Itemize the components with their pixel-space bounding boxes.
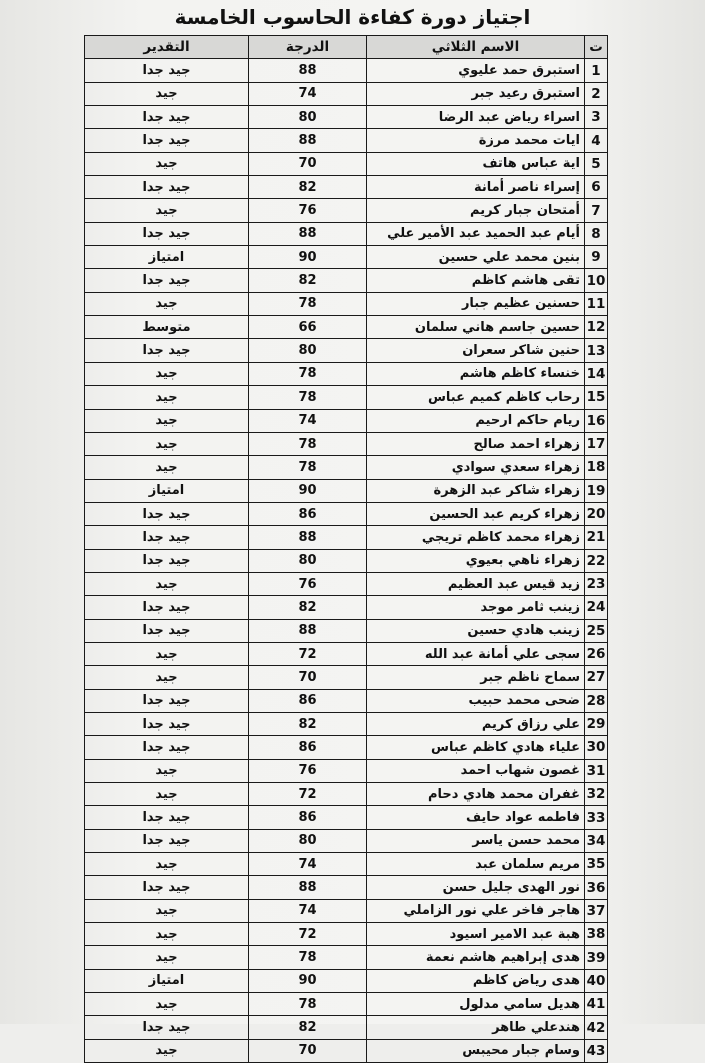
- student-grade: جيد: [85, 82, 249, 105]
- table-row: [85, 456, 608, 479]
- table-row: [85, 783, 608, 806]
- student-grade: جيد: [85, 362, 249, 385]
- row-index: 20: [585, 502, 608, 525]
- student-degree: 86: [249, 806, 367, 829]
- student-degree: 88: [249, 59, 367, 82]
- student-degree: 88: [249, 876, 367, 899]
- student-grade: جيد: [85, 572, 249, 595]
- student-grade: جيد جدا: [85, 712, 249, 735]
- row-index: 8: [585, 222, 608, 245]
- student-degree: 72: [249, 642, 367, 665]
- student-grade: جيد: [85, 946, 249, 969]
- student-grade: جيد جدا: [85, 876, 249, 899]
- student-degree: 90: [249, 246, 367, 269]
- student-degree: 80: [249, 339, 367, 362]
- row-index: 10: [585, 269, 608, 292]
- student-grade: جيد جدا: [85, 596, 249, 619]
- table-row: [85, 923, 608, 946]
- student-degree: 88: [249, 129, 367, 152]
- student-name: نور الهدى جليل حسن: [367, 876, 585, 899]
- row-index: 25: [585, 619, 608, 642]
- student-name: غصون شهاب احمد: [367, 759, 585, 782]
- table-header-row: [85, 36, 608, 59]
- student-degree: 82: [249, 269, 367, 292]
- student-degree: 70: [249, 666, 367, 689]
- student-name: فاطمه عواد حايف: [367, 806, 585, 829]
- student-grade: جيد: [85, 292, 249, 315]
- student-name: غفران محمد هادي دحام: [367, 783, 585, 806]
- student-grade: جيد: [85, 386, 249, 409]
- row-index: 38: [585, 923, 608, 946]
- table-row: [85, 176, 608, 199]
- student-grade: جيد: [85, 456, 249, 479]
- row-index: 3: [585, 106, 608, 129]
- row-index: 31: [585, 759, 608, 782]
- student-degree: 82: [249, 176, 367, 199]
- student-name: إسراء ناصر أمانة: [367, 176, 585, 199]
- student-name: محمد حسن ياسر: [367, 829, 585, 852]
- table-row: [85, 712, 608, 735]
- student-name: زيد قيس عبد العظيم: [367, 572, 585, 595]
- row-index: 34: [585, 829, 608, 852]
- student-degree: 78: [249, 292, 367, 315]
- row-index: 1: [585, 59, 608, 82]
- student-degree: 80: [249, 829, 367, 852]
- header-grade: التقدير: [85, 36, 249, 59]
- student-name: رحاب كاظم كميم عباس: [367, 386, 585, 409]
- table-row: [85, 759, 608, 782]
- student-grade: جيد جدا: [85, 269, 249, 292]
- student-degree: 86: [249, 736, 367, 759]
- student-grade: جيد: [85, 409, 249, 432]
- table-row: [85, 806, 608, 829]
- student-name: زهراء ناهي بعيوي: [367, 549, 585, 572]
- row-index: 37: [585, 899, 608, 922]
- student-name: تقى هاشم كاظم: [367, 269, 585, 292]
- student-name: ريام حاكم ارحيم: [367, 409, 585, 432]
- row-index: 39: [585, 946, 608, 969]
- row-index: 30: [585, 736, 608, 759]
- student-degree: 66: [249, 316, 367, 339]
- table-row: [85, 572, 608, 595]
- student-name: أيام عبد الحميد عبد الأمير علي: [367, 222, 585, 245]
- table-row: [85, 432, 608, 455]
- table-row: [85, 292, 608, 315]
- student-degree: 72: [249, 783, 367, 806]
- student-name: علياء هادي كاظم عباس: [367, 736, 585, 759]
- row-index: 2: [585, 82, 608, 105]
- student-name: هندعلي طاهر: [367, 1016, 585, 1039]
- row-index: 29: [585, 712, 608, 735]
- header-index: ت: [585, 36, 608, 59]
- student-degree: 70: [249, 1039, 367, 1062]
- student-degree: 82: [249, 596, 367, 619]
- student-degree: 70: [249, 152, 367, 175]
- table-row: [85, 619, 608, 642]
- row-index: 16: [585, 409, 608, 432]
- student-name: حسين جاسم هاني سلمان: [367, 316, 585, 339]
- table-row: [85, 549, 608, 572]
- student-name: زهراء احمد صالح: [367, 432, 585, 455]
- table-row: [85, 479, 608, 502]
- student-grade: جيد جدا: [85, 619, 249, 642]
- student-grade: امتياز: [85, 479, 249, 502]
- student-name: وسام جبار محيبس: [367, 1039, 585, 1062]
- student-name: حسنين عظيم جبار: [367, 292, 585, 315]
- student-grade: جيد جدا: [85, 1016, 249, 1039]
- student-grade: جيد: [85, 152, 249, 175]
- student-degree: 78: [249, 993, 367, 1016]
- table-row: [85, 969, 608, 992]
- row-index: 13: [585, 339, 608, 362]
- row-index: 33: [585, 806, 608, 829]
- student-grade: جيد جدا: [85, 106, 249, 129]
- student-name: حنين شاكر سعران: [367, 339, 585, 362]
- row-index: 11: [585, 292, 608, 315]
- student-degree: 80: [249, 106, 367, 129]
- page-title: اجتياز دورة كفاءة الحاسوب الخامسة: [174, 5, 531, 29]
- student-grade: جيد: [85, 642, 249, 665]
- student-degree: 88: [249, 526, 367, 549]
- row-index: 18: [585, 456, 608, 479]
- student-name: اية عباس هاتف: [367, 152, 585, 175]
- student-degree: 74: [249, 409, 367, 432]
- student-degree: 78: [249, 386, 367, 409]
- table-row: [85, 269, 608, 292]
- student-degree: 88: [249, 619, 367, 642]
- student-grade: جيد: [85, 853, 249, 876]
- student-grade: جيد جدا: [85, 222, 249, 245]
- student-name: مريم سلمان عبد: [367, 853, 585, 876]
- student-degree: 74: [249, 853, 367, 876]
- student-name: استبرق حمد عليوي: [367, 59, 585, 82]
- student-grade: جيد: [85, 666, 249, 689]
- student-degree: 74: [249, 899, 367, 922]
- table-row: [85, 596, 608, 619]
- row-index: 40: [585, 969, 608, 992]
- student-name: هدى إبراهيم هاشم نعمة: [367, 946, 585, 969]
- student-grade: جيد: [85, 993, 249, 1016]
- student-name: زهراء شاكر عبد الزهرة: [367, 479, 585, 502]
- student-name: زهراء كريم عبد الحسين: [367, 502, 585, 525]
- table-row: [85, 853, 608, 876]
- row-index: 27: [585, 666, 608, 689]
- student-name: علي رزاق كريم: [367, 712, 585, 735]
- student-degree: 80: [249, 549, 367, 572]
- student-degree: 82: [249, 712, 367, 735]
- student-grade: جيد جدا: [85, 736, 249, 759]
- table-row: [85, 642, 608, 665]
- row-index: 23: [585, 572, 608, 595]
- student-grade: امتياز: [85, 246, 249, 269]
- table-row: [85, 339, 608, 362]
- row-index: 42: [585, 1016, 608, 1039]
- table-row: [85, 82, 608, 105]
- student-grade: جيد جدا: [85, 59, 249, 82]
- student-degree: 76: [249, 572, 367, 595]
- row-index: 17: [585, 432, 608, 455]
- student-degree: 90: [249, 969, 367, 992]
- row-index: 5: [585, 152, 608, 175]
- row-index: 24: [585, 596, 608, 619]
- student-grade: جيد: [85, 759, 249, 782]
- student-grade: جيد جدا: [85, 549, 249, 572]
- row-index: 43: [585, 1039, 608, 1062]
- student-grade: جيد: [85, 432, 249, 455]
- table-row: [85, 386, 608, 409]
- table-row: [85, 246, 608, 269]
- row-index: 15: [585, 386, 608, 409]
- row-index: 35: [585, 853, 608, 876]
- row-index: 9: [585, 246, 608, 269]
- table-row: [85, 993, 608, 1016]
- table-row: [85, 106, 608, 129]
- table-row: [85, 946, 608, 969]
- student-name: استبرق رعيد جبر: [367, 82, 585, 105]
- student-degree: 82: [249, 1016, 367, 1039]
- student-grade: جيد جدا: [85, 129, 249, 152]
- row-index: 21: [585, 526, 608, 549]
- student-name: زينب ثامر موجد: [367, 596, 585, 619]
- student-degree: 78: [249, 456, 367, 479]
- student-name: اسراء رياض عبد الرضا: [367, 106, 585, 129]
- table-row: [85, 666, 608, 689]
- student-grade: جيد جدا: [85, 829, 249, 852]
- student-grade: متوسط: [85, 316, 249, 339]
- table-row: [85, 502, 608, 525]
- table-row: [85, 222, 608, 245]
- student-grade: جيد جدا: [85, 176, 249, 199]
- row-index: 7: [585, 199, 608, 222]
- row-index: 19: [585, 479, 608, 502]
- student-name: زهراء سعدي سوادي: [367, 456, 585, 479]
- row-index: 26: [585, 642, 608, 665]
- table-row: [85, 526, 608, 549]
- table-row: [85, 736, 608, 759]
- header-degree: الدرجة: [249, 36, 367, 59]
- row-index: 28: [585, 689, 608, 712]
- student-name: سجى علي أمانة عبد الله: [367, 642, 585, 665]
- table-row: [85, 59, 608, 82]
- table-row: [85, 362, 608, 385]
- student-grade: جيد: [85, 899, 249, 922]
- results-table: [84, 35, 608, 1063]
- student-name: بنين محمد علي حسين: [367, 246, 585, 269]
- header-name: الاسم الثلاثي: [367, 36, 585, 59]
- student-name: سماح ناظم جبر: [367, 666, 585, 689]
- student-grade: جيد جدا: [85, 502, 249, 525]
- student-grade: جيد: [85, 923, 249, 946]
- table-row: [85, 1016, 608, 1039]
- table-row: [85, 689, 608, 712]
- student-degree: 76: [249, 759, 367, 782]
- student-name: أمتحان جبار كريم: [367, 199, 585, 222]
- student-degree: 78: [249, 946, 367, 969]
- student-name: زهراء محمد كاظم تريجي: [367, 526, 585, 549]
- table-row: [85, 199, 608, 222]
- student-degree: 78: [249, 362, 367, 385]
- student-name: خنساء كاظم هاشم: [367, 362, 585, 385]
- table-row: [85, 829, 608, 852]
- table-row: [85, 876, 608, 899]
- student-degree: 78: [249, 432, 367, 455]
- student-grade: جيد جدا: [85, 806, 249, 829]
- student-name: هبة عبد الامير اسيود: [367, 923, 585, 946]
- student-degree: 86: [249, 502, 367, 525]
- student-grade: جيد: [85, 783, 249, 806]
- row-index: 12: [585, 316, 608, 339]
- table-row: [85, 1039, 608, 1062]
- row-index: 22: [585, 549, 608, 572]
- student-name: هديل سامي مدلول: [367, 993, 585, 1016]
- table-row: [85, 129, 608, 152]
- student-degree: 88: [249, 222, 367, 245]
- student-degree: 72: [249, 923, 367, 946]
- row-index: 14: [585, 362, 608, 385]
- student-name: هدى رياض كاظم: [367, 969, 585, 992]
- table-row: [85, 899, 608, 922]
- student-grade: جيد: [85, 199, 249, 222]
- student-name: هاجر فاخر علي نور الزاملي: [367, 899, 585, 922]
- table-row: [85, 409, 608, 432]
- student-name: ايات محمد مرزة: [367, 129, 585, 152]
- student-grade: امتياز: [85, 969, 249, 992]
- student-grade: جيد: [85, 1039, 249, 1062]
- row-index: 32: [585, 783, 608, 806]
- row-index: 4: [585, 129, 608, 152]
- student-degree: 90: [249, 479, 367, 502]
- row-index: 6: [585, 176, 608, 199]
- student-name: ضحى محمد حبيب: [367, 689, 585, 712]
- student-grade: جيد جدا: [85, 339, 249, 362]
- student-degree: 76: [249, 199, 367, 222]
- table-row: [85, 152, 608, 175]
- student-grade: جيد جدا: [85, 689, 249, 712]
- student-grade: جيد جدا: [85, 526, 249, 549]
- row-index: 41: [585, 993, 608, 1016]
- student-degree: 74: [249, 82, 367, 105]
- row-index: 36: [585, 876, 608, 899]
- student-name: زينب هادي حسين: [367, 619, 585, 642]
- student-degree: 86: [249, 689, 367, 712]
- table-row: [85, 316, 608, 339]
